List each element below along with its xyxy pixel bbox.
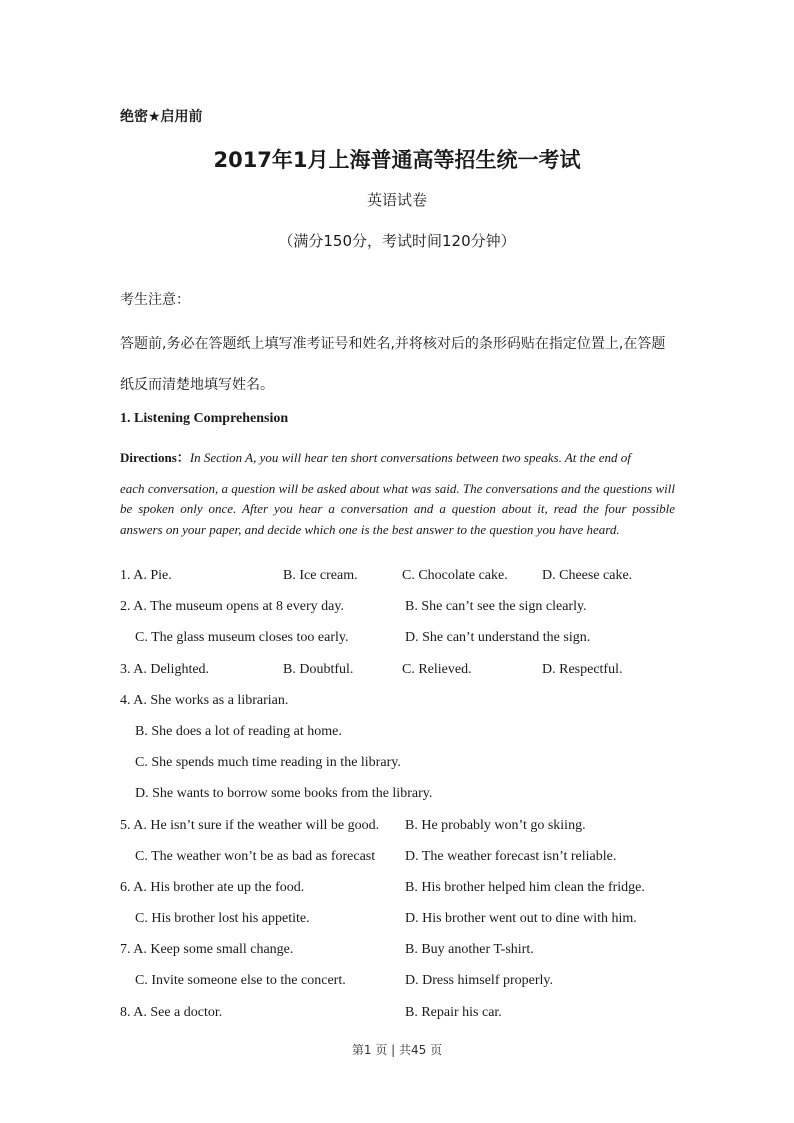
q6-option-a: 6. A. His brother ate up the food.	[120, 880, 305, 895]
q6-option-d: D. His brother went out to dine with him.	[405, 911, 637, 926]
confidential-label: 绝密★启用前	[120, 109, 203, 125]
q2-option-a: 2. A. The museum opens at 8 every day.	[120, 599, 344, 614]
q5-option-a: 5. A. He isn’t sure if the weather will be good.	[120, 818, 380, 833]
q2-option-d: D. She can’t understand the sign.	[405, 630, 591, 645]
exam-subtitle: 英语试卷	[366, 191, 427, 209]
q4-option-a: 4. A. She works as a librarian.	[120, 693, 289, 708]
q1-option-d: D. Cheese cake.	[542, 568, 633, 583]
q1-option-c: C. Chocolate cake.	[402, 568, 508, 583]
q7-option-c: C. Invite someone else to the concert.	[135, 973, 346, 988]
q2-option-b: B. She can’t see the sign clearly.	[405, 599, 587, 614]
q4-option-b: B. She does a lot of reading at home.	[135, 724, 342, 739]
q8-option-b: B. Repair his car.	[405, 1005, 502, 1020]
notice-line-1: 答题前,务必在答题纸上填写准考证号和姓名,并将核对后的条形码贴在指定位置上,在答题	[120, 336, 666, 352]
q4-option-d: D. She wants to borrow some books from the library.	[135, 786, 433, 801]
q7-option-d: D. Dress himself properly.	[405, 973, 554, 988]
q4-option-c: C. She spends much time reading in the library.	[135, 755, 401, 770]
q3-option-a: 3. A. Delighted.	[120, 662, 210, 677]
q1-option-a: 1. A. Pie.	[120, 568, 172, 583]
q2-option-c: C. The glass museum closes too early.	[135, 630, 349, 645]
notice-line-2: 纸反而清楚地填写姓名。	[120, 377, 274, 393]
q1-option-b: B. Ice cream.	[283, 568, 358, 583]
q6-option-b: B. His brother helped him clean the fridge.	[405, 880, 645, 895]
q7-option-b: B. Buy another T-shirt.	[405, 942, 534, 957]
exam-title: 2017年1月上海普通高等招生统一考试	[213, 148, 581, 172]
exam-time-note: （满分150分，考试时间120分钟）	[278, 232, 516, 250]
directions-label: Directions：	[120, 450, 190, 465]
directions-paragraph	[120, 448, 675, 540]
directions-first-line: In Section A, you will hear ten short conversations between two speaks. At the end of	[189, 450, 631, 465]
q7-option-a: 7. A. Keep some small change.	[120, 942, 294, 957]
q5-option-d: D. The weather forecast isn’t reliable.	[405, 849, 617, 864]
q5-option-c: C. The weather won’t be as bad as forecast	[135, 849, 376, 864]
q6-option-c: C. His brother lost his appetite.	[135, 911, 310, 926]
q5-option-b: B. He probably won’t go skiing.	[405, 818, 586, 833]
notice-heading: 考生注意：	[120, 292, 190, 308]
section-title: 1. Listening Comprehension	[120, 411, 289, 426]
q3-option-b: B. Doubtful.	[283, 662, 354, 677]
q3-option-c: C. Relieved.	[402, 662, 472, 677]
q8-option-a: 8. A. See a doctor.	[120, 1005, 223, 1020]
directions-body: each conversation, a question will be asked about what was said. The conversations and the questions will be spoken only once. After you hear a conversation and a question about it, read the four possible answers on your paper, and decide which one is the best answer to the question you have heard.	[120, 480, 675, 537]
q3-option-d: D. Respectful.	[542, 662, 623, 677]
page-footer: 第1 页 | 共45 页	[351, 1043, 443, 1057]
